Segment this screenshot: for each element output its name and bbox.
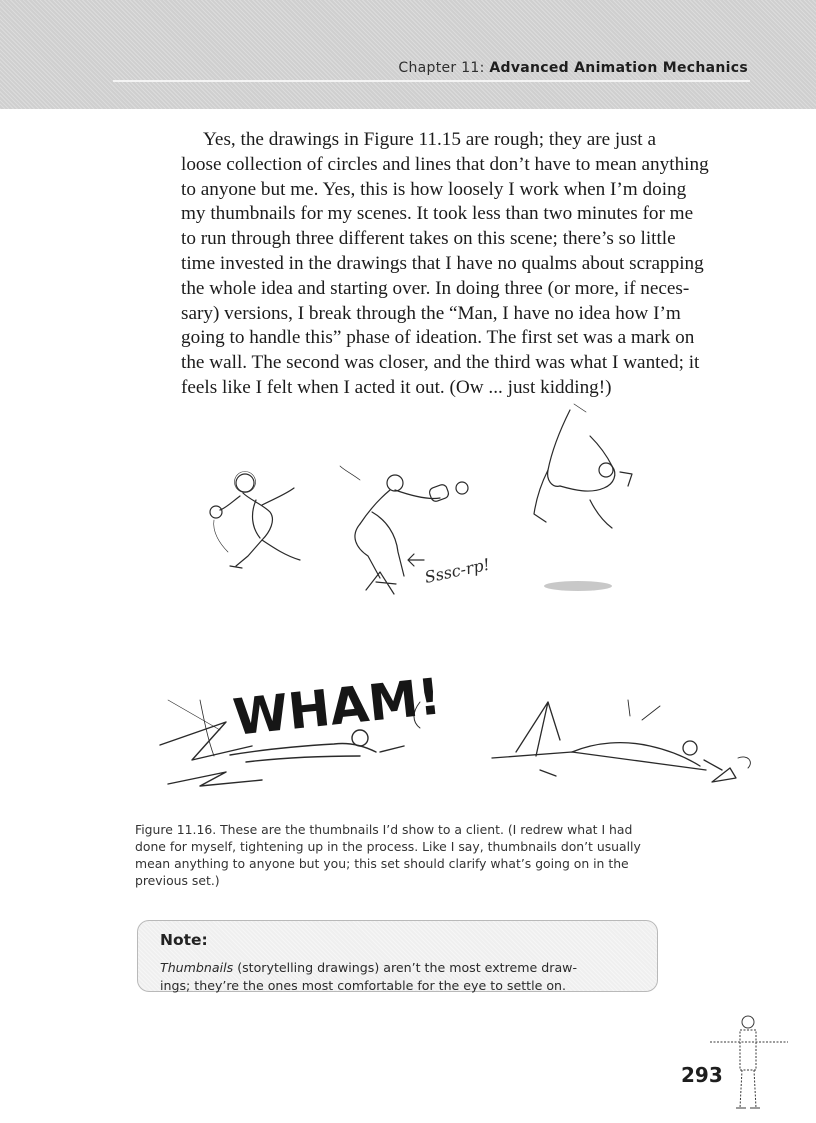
sound-effect-wham: WHAM! [230, 667, 444, 747]
page-number: 293 [681, 1063, 723, 1087]
note-line: ings; they’re the ones most comfortable for the eye to settle on. [160, 978, 567, 993]
body-line: the wall. The second was closer, and the third was what I wanted; it [181, 352, 700, 374]
sound-effect-scuff: Sssc-rp! [422, 554, 492, 587]
chapter-label: Chapter 11: [398, 60, 490, 76]
figure-caption [135, 821, 755, 889]
body-line: sary) versions, I break through the “Man, I have no idea how I’m [181, 302, 681, 324]
mascot-figure-icon [700, 1012, 790, 1112]
body-line: my thumbnails for my scenes. It took less than two minutes for me [181, 203, 694, 225]
body-line: feels like I felt when I acted it out. (Ow ... just kidding!) [181, 376, 612, 398]
caption-line: mean anything to anyone but you; this set should clarify what’s going on in the [135, 856, 629, 871]
sketch-running-figure [210, 472, 300, 569]
note-title: Note: [160, 931, 208, 949]
caption-line: done for myself, tightening up in the process. Like I say, thumbnails don’t usually [135, 839, 641, 854]
note-line [160, 959, 650, 977]
caption-line: Figure 11.16. These are the thumbnails I’d show to a client. (I redrew what I had [135, 822, 633, 837]
note-italic-term: Thumbnails [160, 960, 234, 975]
caption-line: previous set.) [135, 873, 220, 888]
note-line-rest: (storytelling drawings) aren’t the most extreme draw- [233, 960, 578, 975]
body-line: Yes, the drawings in Figure 11.15 are rough; they are just a [203, 129, 656, 150]
landing-shadow [544, 581, 612, 591]
body-line: time invested in the drawings that I have no qualms about scrapping [181, 252, 704, 274]
sketch-falling-figure [534, 404, 632, 528]
body-line: going to handle this” phase of ideation. The first set was a mark on [181, 327, 695, 349]
chapter-title: Advanced Animation Mechanics [489, 60, 748, 76]
body-line: the whole idea and starting over. In doing three (or more, if neces- [181, 277, 690, 299]
body-line: loose collection of circles and lines that don’t have to mean anything [181, 153, 709, 175]
sketch-lying-figure [492, 700, 750, 782]
body-line: to anyone but me. Yes, this is how loosely I work when I’m doing [181, 178, 687, 200]
body-line: to run through three different takes on this scene; there’s so little [181, 228, 676, 250]
note-body [160, 959, 650, 995]
